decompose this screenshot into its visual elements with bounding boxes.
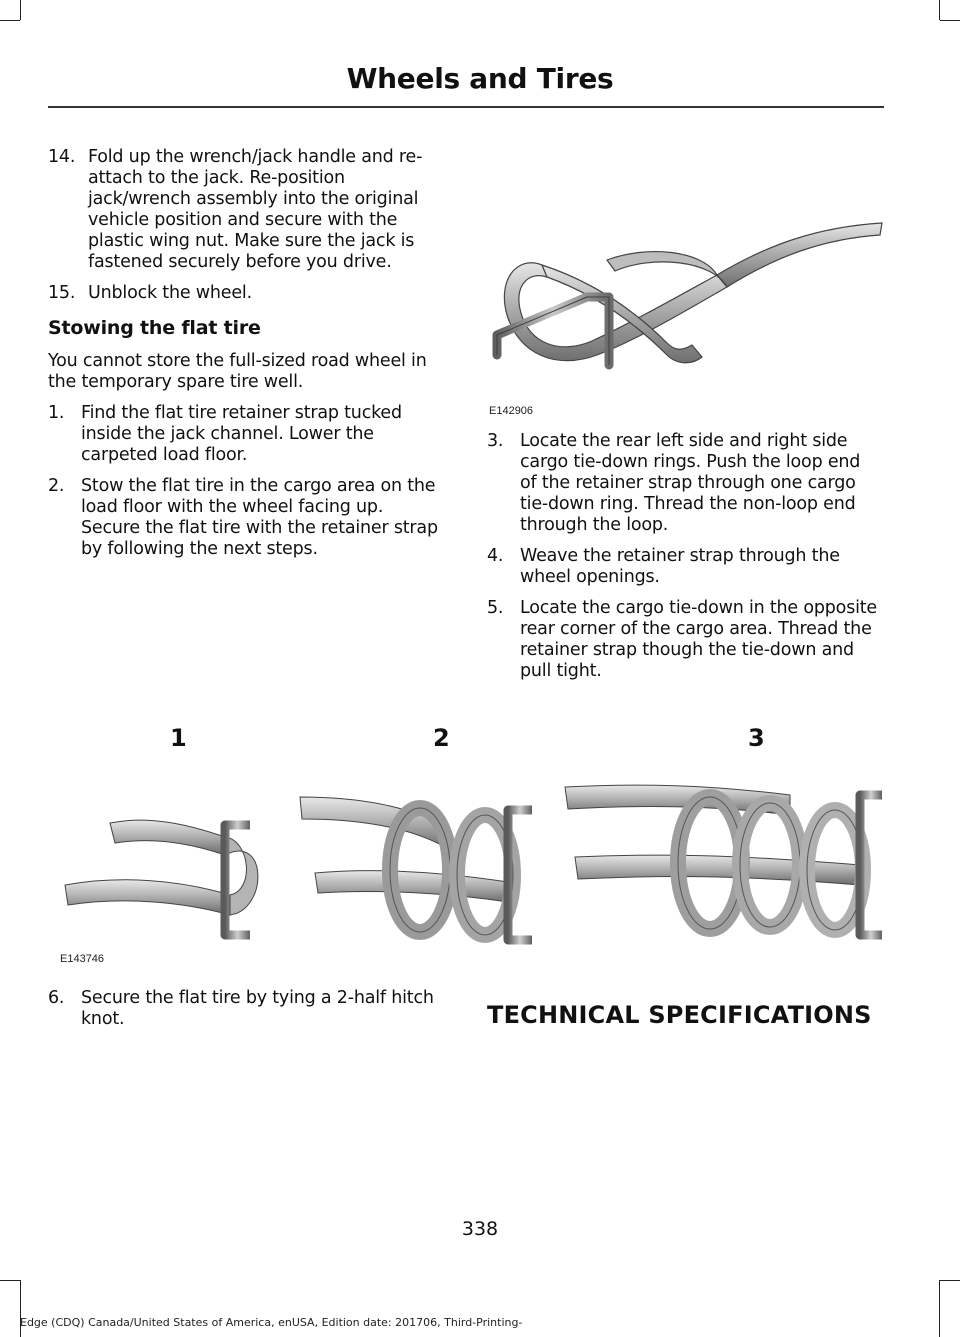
- header-rule: [48, 106, 884, 108]
- page-number: 338: [461, 1218, 499, 1240]
- step-2: [48, 476, 446, 560]
- step-number: 4.: [487, 546, 504, 566]
- knot-illustration: [60, 775, 885, 950]
- crop-mark: [939, 1280, 940, 1337]
- knot-step-label: 3: [748, 724, 765, 752]
- crop-mark: [939, 0, 940, 20]
- step-text: Weave the retainer strap through the wheel openings.: [520, 546, 840, 587]
- step-text: Stow the flat tire in the cargo area on the load floor with the wheel facing up. Secure the flat tire with the retainer strap by following the next steps.: [81, 476, 438, 559]
- figure-code: E143746: [60, 953, 105, 965]
- intro-paragraph: You cannot store the full-sized road wheel in the temporary spare tire well.: [48, 351, 427, 392]
- step-6: [48, 988, 446, 1040]
- step-number: 5.: [487, 598, 504, 618]
- right-column: [487, 431, 882, 692]
- step-text: Locate the cargo tie-down in the opposite rear corner of the cargo area. Thread the retainer strap though the tie-down and pull tight.: [520, 598, 878, 681]
- step-number: 3.: [487, 431, 504, 451]
- step-5: [487, 598, 882, 682]
- step-number: 6.: [48, 988, 65, 1008]
- step-text: Fold up the wrench/jack handle and re-attach to the jack. Re-position jack/wrench assembly into the original vehicle position and secure with the plastic wing nut. Make sure the jack is fastened securely before you drive.: [88, 147, 423, 272]
- step-14: [48, 147, 446, 273]
- knot-panel-2: [300, 797, 532, 940]
- step-3: [487, 431, 882, 536]
- next-section-heading: TECHNICAL SPECIFICATIONS: [487, 1001, 872, 1029]
- crop-mark: [20, 0, 21, 20]
- crop-mark: [0, 1280, 20, 1281]
- step-number: 2.: [48, 476, 65, 496]
- knot-step-label: 2: [433, 724, 450, 752]
- crop-mark: [0, 20, 20, 21]
- knot-step-label: 1: [170, 724, 187, 752]
- step-text: Locate the rear left side and right side cargo tie-down rings. Push the loop end of the retainer strap through one cargo tie-down ring. Thread the non-loop end through the loop.: [520, 431, 861, 535]
- step-number: 15.: [48, 283, 76, 303]
- step-text: Unblock the wheel.: [88, 283, 252, 303]
- edition-footer: Edge (CDQ) Canada/United States of America, enUSA, Edition date: 201706, Third-Printing-: [20, 1316, 523, 1329]
- figure-code: E142906: [489, 405, 534, 417]
- strap-loop-illustration: [487, 205, 887, 400]
- step-4: [487, 546, 882, 588]
- crop-mark: [940, 20, 960, 21]
- page-title: Wheels and Tires: [346, 62, 614, 95]
- step-item: [48, 988, 446, 1030]
- step-15: [48, 283, 446, 304]
- left-column: [48, 147, 446, 570]
- step-1: [48, 403, 446, 466]
- step-text: Find the flat tire retainer strap tucked inside the jack channel. Lower the carpeted load floor.: [81, 403, 402, 465]
- step-number: 1.: [48, 403, 65, 423]
- section-heading: Stowing the flat tire: [48, 317, 261, 339]
- crop-mark: [940, 1280, 960, 1281]
- step-number: 14.: [48, 147, 76, 167]
- knot-panel-3: [565, 785, 882, 935]
- step-text: Secure the flat tire by tying a 2-half hitch knot.: [81, 988, 434, 1029]
- knot-panel-1: [65, 820, 258, 935]
